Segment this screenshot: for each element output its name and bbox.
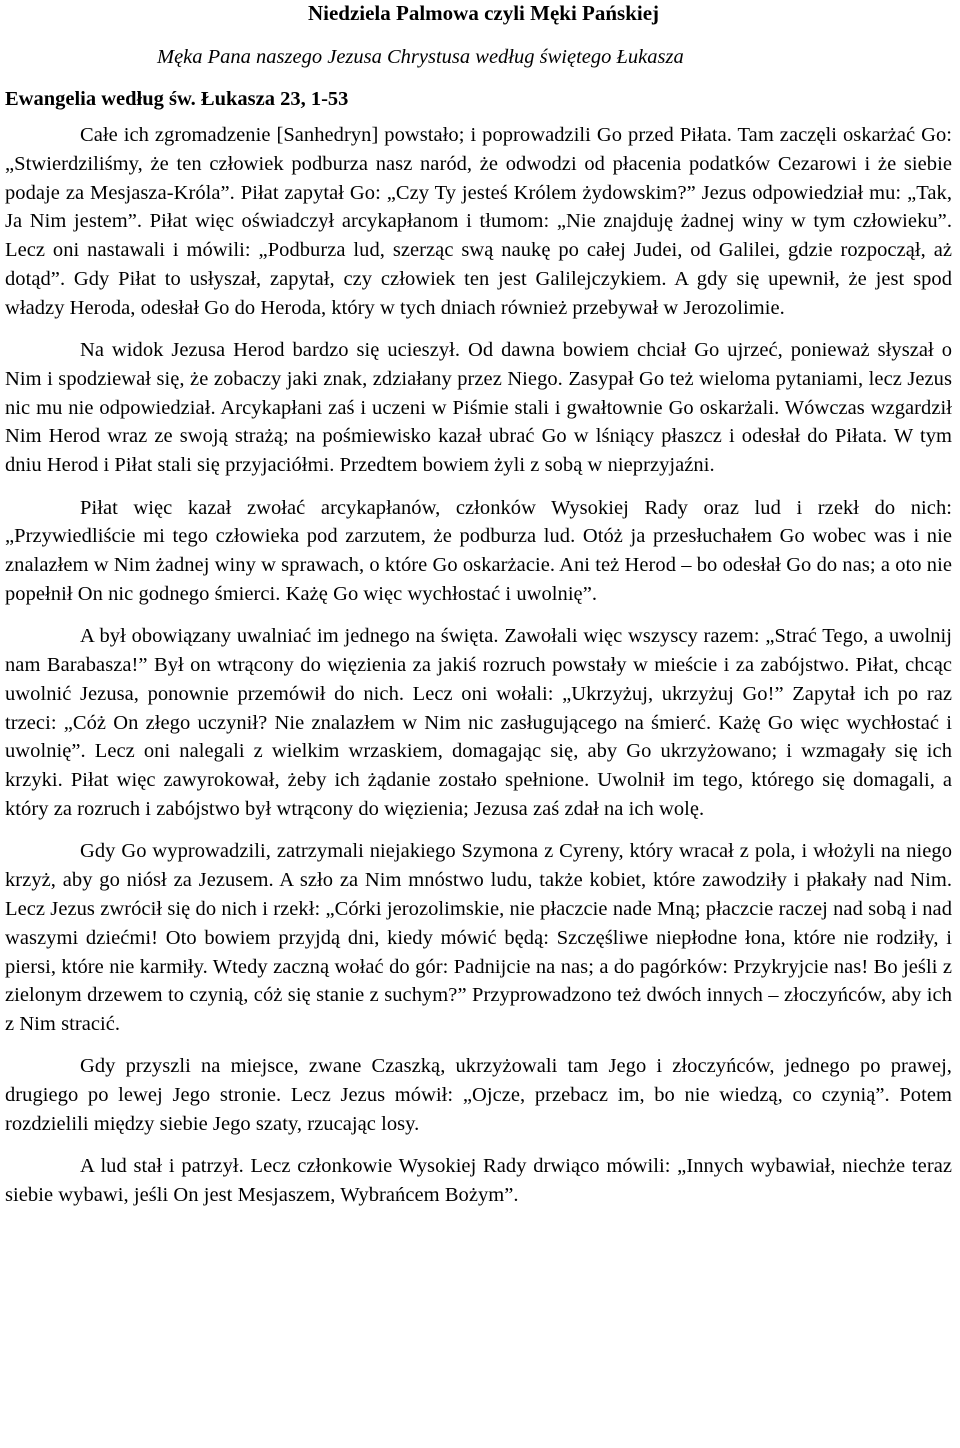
- paragraph: Gdy Go wyprowadzili, zatrzymali niejakiego Szymona z Cyreny, który wracał z pola, i włożyli na niego krzyż, aby go niósł za Jezusem. A szło za Nim mnóstwo ludu, także kobiet, które zawodziły i płakały nad Nim. Lecz Jezus zwrócił się do nich i rzekł: „Córki jerozolimskie, nie płaczcie nade Mną; płaczcie raczej nad sobą i nad waszymi dziećmi! Oto bowiem przyjdą dni, kiedy mówić będą: Szczęśliwe niepłodne łona, które nie rodziły, i piersi, które nie karmiły. Wtedy zaczną wołać do gór: Padnijcie na nas; a do pagórków: Przykryjcie nas! Bo jeśli z zielonym drzewem to czynią, cóż się stanie z suchym?” Przyprowadzono też dwóch innych – złoczyńców, aby ich z Nim stracić.: [5, 840, 952, 1036]
- page-title: Niedziela Palmowa czyli Męki Pańskiej: [307, 1, 660, 25]
- reading-subtitle: Męka Pana naszego Jezusa Chrystusa według świętego Łukasza: [157, 46, 684, 68]
- paragraph: A lud stał i patrzył. Lecz członkowie Wysokiej Rady drwiąco mówili: „Innych wybawiał, niechże teraz siebie wybawi, jeśli On jest Mesjaszem, Wybrańcem Bożym”.: [5, 1155, 952, 1207]
- paragraph: Piłat więc kazał zwołać arcykapłanów, członków Wysokiej Rady oraz lud i rzekł do nich: „Przywiedliście mi tego człowieka pod zarzutem, że podburza lud. Otóż ja przesłuchałem Go wobec was i nie znalazłem w Nim żadnej winy w sprawach, o które Go oskarżacie. Ani też Herod – bo odesłał Go do nas; a oto nie popełnił On nic godnego śmierci. Każę Go więc wychłostać i uwolnię”.: [5, 496, 952, 605]
- paragraph: Całe ich zgromadzenie [Sanhedryn] powstało; i poprowadzili Go przed Piłata. Tam zaczęli oskarżać Go: „Stwierdziliśmy, że ten człowiek podburza nasz naród, że odwodzi od płacenia podatków Cezarowi i że siebie podaje za Mesjasza-Króla”. Piłat zapytał Go: „Czy Ty jesteś Królem żydowskim?” Jezus odpowiedział mu: „Tak, Ja Nim jestem”. Piłat więc oświadczył arcykapłanom i tłumom: „Nie znajduję żadnej winy w tym człowieku”. Lecz oni nastawali i mówili: „Podburza lud, szerząc swą naukę po całej Judei, od Galilei, gdzie rozpoczął, aż dotąd”. Gdy Piłat to usłyszał, zapytał, czy człowiek ten jest Galilejczykiem. A gdy się upewnił, że jest spod władzy Heroda, odesłał Go do Heroda, który w tych dniach również przebywał w Jerozolimie.: [5, 124, 952, 319]
- gospel-reference: Ewangelia według św. Łukasza 23, 1-53: [5, 88, 349, 110]
- paragraph: Gdy przyszli na miejsce, zwane Czaszką, ukrzyżowali tam Jego i złoczyńców, jednego po prawej, drugiego po lewej Jego stronie. Lecz Jezus mówił: „Ojcze, przebacz im, bo nie wiedzą, co czynią”. Potem rozdzielili między siebie Jego szaty, rzucając losy.: [5, 1055, 952, 1135]
- paragraph: Na widok Jezusa Herod bardzo się ucieszył. Od dawna bowiem chciał Go ujrzeć, ponieważ słyszał o Nim i spodziewał się, że zobaczy jaki znak, zdziałany przez Niego. Zasypał Go też wieloma pytaniami, lecz Jezus nic mu nie odpowiedział. Arcykapłani zaś i uczeni w Piśmie stali i gwałtownie Go oskarżali. Wówczas wzgardził Nim Herod wraz ze swoją strażą; na pośmiewisko kazał ubrać Go w lśniący płaszcz i odesłał do Piłata. W tym dniu Herod i Piłat stali się przyjaciółmi. Przedtem bowiem żyli z sobą w nieprzyjaźni.: [5, 339, 952, 477]
- paragraph: A był obowiązany uwalniać im jednego na święta. Zawołali więc wszyscy razem: „Strać Tego, a uwolnij nam Barabasza!” Był on wtrącony do więzienia za jakiś rozruch powstały w mieście i za zabójstwo. Piłat, chcąc uwolnić Jezusa, ponownie przemówił do nich. Lecz oni wołali: „Ukrzyżuj, ukrzyżuj Go!” Zapytał ich po raz trzeci: „Cóż On złego uczynił? Nie znalazłem w Nim nic zasługującego na śmierć. Każę Go więc wychłostać i uwolnię”. Lecz oni nalegali z wielkim wrzaskiem, domagając się, aby Go ukrzyżowano; i wzmagały się ich krzyki. Piłat więc zawyrokował, żeby ich żądanie zostało spełnione. Uwolnił im tego, którego się domagali, a który za rozruch i zabójstwo był wtrącony do więzienia; Jezusa zaś zdał na ich wolę.: [5, 625, 952, 821]
- gospel-body: [5, 121, 952, 1210]
